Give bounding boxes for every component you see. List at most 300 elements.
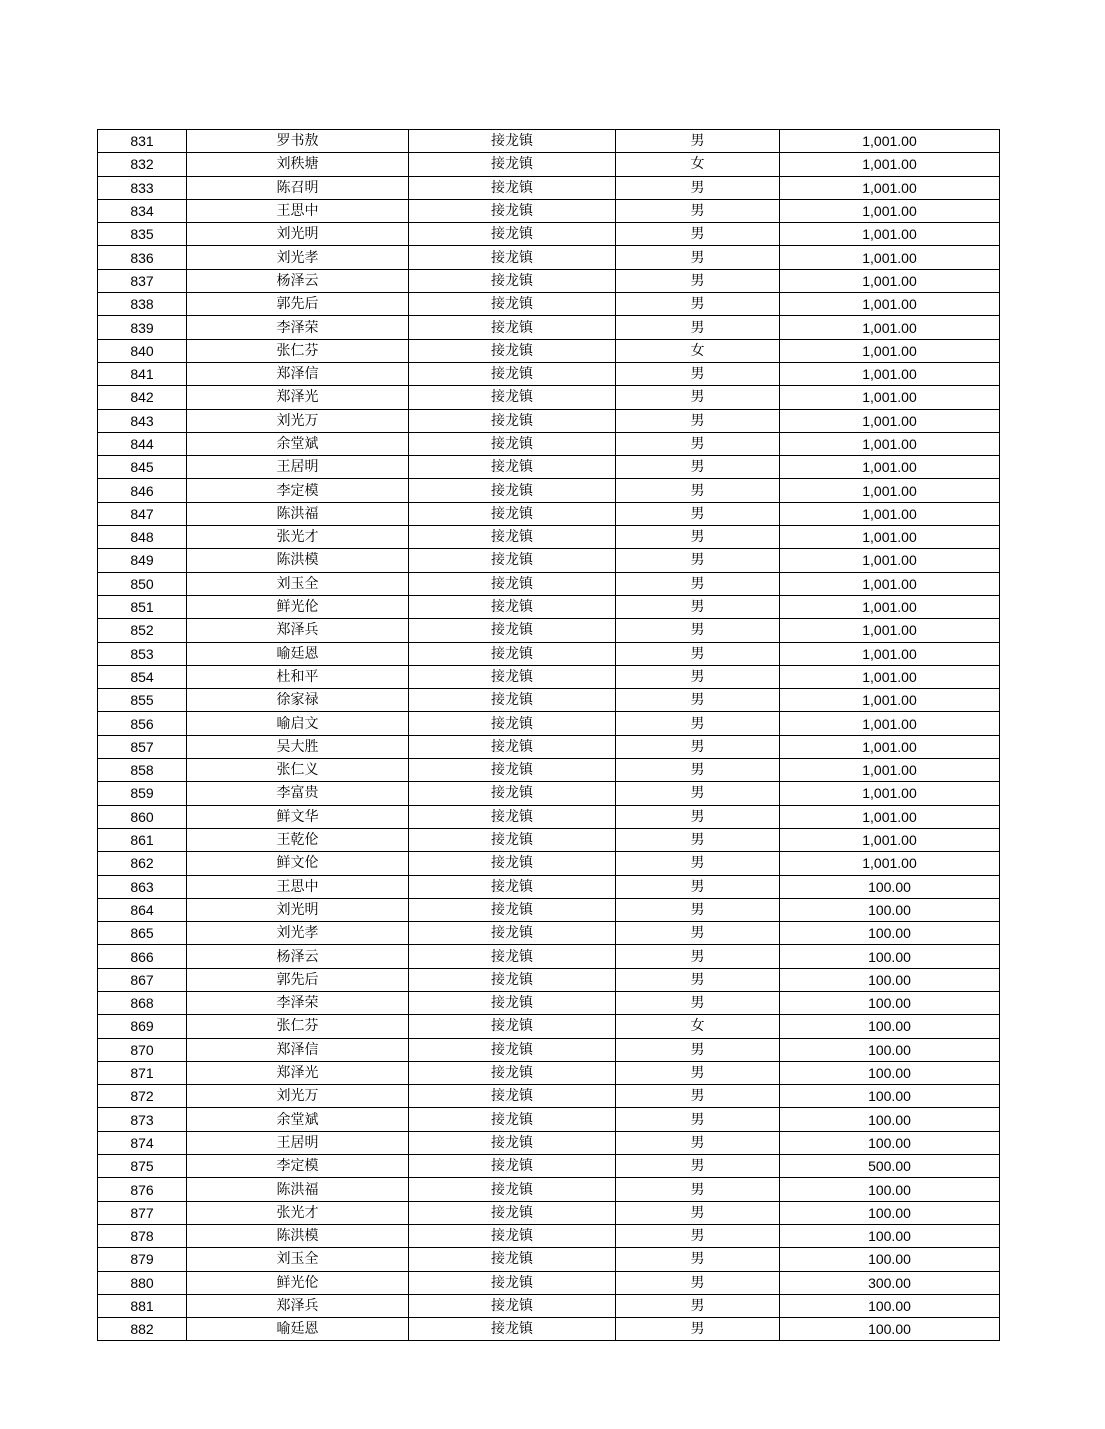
row-number-cell: 847 <box>98 502 187 525</box>
amount-cell: 1,001.00 <box>780 572 1000 595</box>
gender-cell: 男 <box>616 665 780 688</box>
name-cell: 王乾伦 <box>187 828 409 851</box>
town-cell: 接龙镇 <box>409 1318 616 1341</box>
gender-cell: 男 <box>616 805 780 828</box>
table-row <box>98 782 1000 805</box>
table-row <box>98 269 1000 292</box>
row-number-cell: 880 <box>98 1271 187 1294</box>
town-cell: 接龙镇 <box>409 339 616 362</box>
row-number-cell: 862 <box>98 852 187 875</box>
amount-cell: 1,001.00 <box>780 526 1000 549</box>
amount-cell: 100.00 <box>780 968 1000 991</box>
town-cell: 接龙镇 <box>409 1085 616 1108</box>
name-cell: 刘光明 <box>187 223 409 246</box>
amount-cell: 100.00 <box>780 1038 1000 1061</box>
name-cell: 郑泽兵 <box>187 1294 409 1317</box>
name-cell: 鲜光伦 <box>187 1271 409 1294</box>
amount-cell: 1,001.00 <box>780 549 1000 572</box>
amount-cell: 1,001.00 <box>780 432 1000 455</box>
town-cell: 接龙镇 <box>409 595 616 618</box>
gender-cell: 男 <box>616 1178 780 1201</box>
row-number-cell: 832 <box>98 153 187 176</box>
town-cell: 接龙镇 <box>409 852 616 875</box>
gender-cell: 男 <box>616 1318 780 1341</box>
town-cell: 接龙镇 <box>409 293 616 316</box>
name-cell: 喻启文 <box>187 712 409 735</box>
gender-cell: 男 <box>616 712 780 735</box>
name-cell: 余堂斌 <box>187 1108 409 1131</box>
town-cell: 接龙镇 <box>409 269 616 292</box>
amount-cell: 1,001.00 <box>780 293 1000 316</box>
row-number-cell: 852 <box>98 619 187 642</box>
table-row <box>98 1131 1000 1154</box>
town-cell: 接龙镇 <box>409 1061 616 1084</box>
row-number-cell: 878 <box>98 1224 187 1247</box>
name-cell: 郑泽兵 <box>187 619 409 642</box>
amount-cell: 1,001.00 <box>780 269 1000 292</box>
row-number-cell: 841 <box>98 362 187 385</box>
name-cell: 郭先后 <box>187 293 409 316</box>
row-number-cell: 840 <box>98 339 187 362</box>
table-row <box>98 246 1000 269</box>
table-row <box>98 526 1000 549</box>
amount-cell: 100.00 <box>780 922 1000 945</box>
town-cell: 接龙镇 <box>409 1178 616 1201</box>
row-number-cell: 877 <box>98 1201 187 1224</box>
amount-cell: 100.00 <box>780 875 1000 898</box>
row-number-cell: 855 <box>98 689 187 712</box>
table-row <box>98 991 1000 1014</box>
name-cell: 李定模 <box>187 1155 409 1178</box>
town-cell: 接龙镇 <box>409 1108 616 1131</box>
amount-cell: 1,001.00 <box>780 619 1000 642</box>
table-row <box>98 1224 1000 1247</box>
town-cell: 接龙镇 <box>409 362 616 385</box>
town-cell: 接龙镇 <box>409 1271 616 1294</box>
gender-cell: 男 <box>616 316 780 339</box>
name-cell: 郑泽信 <box>187 362 409 385</box>
gender-cell: 男 <box>616 922 780 945</box>
town-cell: 接龙镇 <box>409 456 616 479</box>
table-row <box>98 432 1000 455</box>
name-cell: 余堂斌 <box>187 432 409 455</box>
gender-cell: 男 <box>616 1271 780 1294</box>
amount-cell: 1,001.00 <box>780 456 1000 479</box>
row-number-cell: 834 <box>98 199 187 222</box>
amount-cell: 100.00 <box>780 1178 1000 1201</box>
gender-cell: 男 <box>616 945 780 968</box>
name-cell: 杨泽云 <box>187 945 409 968</box>
amount-cell: 100.00 <box>780 945 1000 968</box>
amount-cell: 1,001.00 <box>780 665 1000 688</box>
table-row <box>98 199 1000 222</box>
town-cell: 接龙镇 <box>409 549 616 572</box>
amount-cell: 1,001.00 <box>780 852 1000 875</box>
table-row <box>98 339 1000 362</box>
amount-cell: 1,001.00 <box>780 223 1000 246</box>
gender-cell: 男 <box>616 689 780 712</box>
amount-cell: 1,001.00 <box>780 642 1000 665</box>
name-cell: 张仁芬 <box>187 339 409 362</box>
amount-cell: 300.00 <box>780 1271 1000 1294</box>
table-row <box>98 572 1000 595</box>
amount-cell: 1,001.00 <box>780 689 1000 712</box>
table-row <box>98 828 1000 851</box>
table-row <box>98 712 1000 735</box>
gender-cell: 男 <box>616 1085 780 1108</box>
amount-cell: 1,001.00 <box>780 735 1000 758</box>
gender-cell: 女 <box>616 153 780 176</box>
town-cell: 接龙镇 <box>409 875 616 898</box>
gender-cell: 男 <box>616 1108 780 1131</box>
row-number-cell: 870 <box>98 1038 187 1061</box>
row-number-cell: 866 <box>98 945 187 968</box>
table-row <box>98 968 1000 991</box>
name-cell: 王思中 <box>187 199 409 222</box>
name-cell: 张光才 <box>187 1201 409 1224</box>
table-row <box>98 875 1000 898</box>
amount-cell: 1,001.00 <box>780 386 1000 409</box>
town-cell: 接龙镇 <box>409 526 616 549</box>
row-number-cell: 861 <box>98 828 187 851</box>
row-number-cell: 839 <box>98 316 187 339</box>
table-row <box>98 619 1000 642</box>
table-row <box>98 945 1000 968</box>
row-number-cell: 831 <box>98 130 187 153</box>
row-number-cell: 837 <box>98 269 187 292</box>
row-number-cell: 865 <box>98 922 187 945</box>
gender-cell: 男 <box>616 1294 780 1317</box>
table-row <box>98 130 1000 153</box>
row-number-cell: 863 <box>98 875 187 898</box>
name-cell: 李定模 <box>187 479 409 502</box>
table-row <box>98 1318 1000 1341</box>
town-cell: 接龙镇 <box>409 130 616 153</box>
town-cell: 接龙镇 <box>409 1294 616 1317</box>
row-number-cell: 864 <box>98 898 187 921</box>
data-table <box>97 129 1000 1341</box>
table-row <box>98 1108 1000 1131</box>
town-cell: 接龙镇 <box>409 1038 616 1061</box>
town-cell: 接龙镇 <box>409 991 616 1014</box>
amount-cell: 100.00 <box>780 898 1000 921</box>
amount-cell: 1,001.00 <box>780 362 1000 385</box>
town-cell: 接龙镇 <box>409 1015 616 1038</box>
row-number-cell: 881 <box>98 1294 187 1317</box>
name-cell: 杨泽云 <box>187 269 409 292</box>
town-cell: 接龙镇 <box>409 409 616 432</box>
town-cell: 接龙镇 <box>409 1155 616 1178</box>
gender-cell: 男 <box>616 1061 780 1084</box>
town-cell: 接龙镇 <box>409 945 616 968</box>
name-cell: 郑泽光 <box>187 386 409 409</box>
table-row <box>98 409 1000 432</box>
row-number-cell: 867 <box>98 968 187 991</box>
table-row <box>98 1061 1000 1084</box>
amount-cell: 1,001.00 <box>780 595 1000 618</box>
town-cell: 接龙镇 <box>409 479 616 502</box>
town-cell: 接龙镇 <box>409 246 616 269</box>
row-number-cell: 851 <box>98 595 187 618</box>
amount-cell: 500.00 <box>780 1155 1000 1178</box>
name-cell: 杜和平 <box>187 665 409 688</box>
table-row <box>98 316 1000 339</box>
row-number-cell: 835 <box>98 223 187 246</box>
gender-cell: 男 <box>616 1038 780 1061</box>
table-row <box>98 1155 1000 1178</box>
gender-cell: 男 <box>616 852 780 875</box>
amount-cell: 100.00 <box>780 1224 1000 1247</box>
amount-cell: 100.00 <box>780 1201 1000 1224</box>
name-cell: 刘光孝 <box>187 246 409 269</box>
amount-cell: 1,001.00 <box>780 409 1000 432</box>
table-row <box>98 456 1000 479</box>
gender-cell: 男 <box>616 432 780 455</box>
name-cell: 鲜文华 <box>187 805 409 828</box>
amount-cell: 1,001.00 <box>780 176 1000 199</box>
gender-cell: 男 <box>616 1224 780 1247</box>
gender-cell: 男 <box>616 362 780 385</box>
town-cell: 接龙镇 <box>409 759 616 782</box>
name-cell: 鲜光伦 <box>187 595 409 618</box>
gender-cell: 男 <box>616 968 780 991</box>
row-number-cell: 842 <box>98 386 187 409</box>
name-cell: 张仁义 <box>187 759 409 782</box>
name-cell: 刘玉全 <box>187 572 409 595</box>
amount-cell: 1,001.00 <box>780 339 1000 362</box>
row-number-cell: 843 <box>98 409 187 432</box>
amount-cell: 1,001.00 <box>780 246 1000 269</box>
town-cell: 接龙镇 <box>409 665 616 688</box>
town-cell: 接龙镇 <box>409 502 616 525</box>
table-row <box>98 293 1000 316</box>
town-cell: 接龙镇 <box>409 968 616 991</box>
gender-cell: 男 <box>616 456 780 479</box>
table-row <box>98 153 1000 176</box>
amount-cell: 1,001.00 <box>780 479 1000 502</box>
name-cell: 张光才 <box>187 526 409 549</box>
gender-cell: 女 <box>616 339 780 362</box>
table-row <box>98 735 1000 758</box>
gender-cell: 男 <box>616 991 780 1014</box>
gender-cell: 男 <box>616 176 780 199</box>
table-row <box>98 1038 1000 1061</box>
town-cell: 接龙镇 <box>409 316 616 339</box>
town-cell: 接龙镇 <box>409 432 616 455</box>
table-row <box>98 595 1000 618</box>
gender-cell: 男 <box>616 619 780 642</box>
row-number-cell: 872 <box>98 1085 187 1108</box>
amount-cell: 100.00 <box>780 1061 1000 1084</box>
table-body <box>98 130 1000 1341</box>
name-cell: 陈洪模 <box>187 1224 409 1247</box>
gender-cell: 男 <box>616 409 780 432</box>
amount-cell: 1,001.00 <box>780 759 1000 782</box>
gender-cell: 男 <box>616 223 780 246</box>
amount-cell: 100.00 <box>780 1294 1000 1317</box>
name-cell: 陈洪模 <box>187 549 409 572</box>
row-number-cell: 876 <box>98 1178 187 1201</box>
gender-cell: 男 <box>616 759 780 782</box>
table-row <box>98 805 1000 828</box>
gender-cell: 男 <box>616 479 780 502</box>
row-number-cell: 833 <box>98 176 187 199</box>
row-number-cell: 871 <box>98 1061 187 1084</box>
row-number-cell: 868 <box>98 991 187 1014</box>
name-cell: 鲜文伦 <box>187 852 409 875</box>
gender-cell: 男 <box>616 572 780 595</box>
row-number-cell: 846 <box>98 479 187 502</box>
row-number-cell: 875 <box>98 1155 187 1178</box>
amount-cell: 1,001.00 <box>780 316 1000 339</box>
name-cell: 刘玉全 <box>187 1248 409 1271</box>
name-cell: 吴大胜 <box>187 735 409 758</box>
name-cell: 李富贵 <box>187 782 409 805</box>
row-number-cell: 850 <box>98 572 187 595</box>
town-cell: 接龙镇 <box>409 386 616 409</box>
table-row <box>98 1271 1000 1294</box>
name-cell: 郭先后 <box>187 968 409 991</box>
gender-cell: 男 <box>616 199 780 222</box>
amount-cell: 100.00 <box>780 1131 1000 1154</box>
table-row <box>98 759 1000 782</box>
town-cell: 接龙镇 <box>409 176 616 199</box>
amount-cell: 1,001.00 <box>780 130 1000 153</box>
gender-cell: 男 <box>616 1248 780 1271</box>
amount-cell: 1,001.00 <box>780 502 1000 525</box>
table-row <box>98 362 1000 385</box>
gender-cell: 男 <box>616 1131 780 1154</box>
town-cell: 接龙镇 <box>409 1201 616 1224</box>
row-number-cell: 860 <box>98 805 187 828</box>
gender-cell: 男 <box>616 735 780 758</box>
table-row <box>98 176 1000 199</box>
name-cell: 陈召明 <box>187 176 409 199</box>
amount-cell: 1,001.00 <box>780 828 1000 851</box>
gender-cell: 男 <box>616 549 780 572</box>
town-cell: 接龙镇 <box>409 805 616 828</box>
name-cell: 陈洪福 <box>187 1178 409 1201</box>
town-cell: 接龙镇 <box>409 223 616 246</box>
gender-cell: 男 <box>616 130 780 153</box>
row-number-cell: 879 <box>98 1248 187 1271</box>
row-number-cell: 859 <box>98 782 187 805</box>
row-number-cell: 848 <box>98 526 187 549</box>
town-cell: 接龙镇 <box>409 1248 616 1271</box>
gender-cell: 男 <box>616 1155 780 1178</box>
row-number-cell: 838 <box>98 293 187 316</box>
table-row <box>98 665 1000 688</box>
town-cell: 接龙镇 <box>409 199 616 222</box>
name-cell: 王居明 <box>187 456 409 479</box>
name-cell: 郑泽信 <box>187 1038 409 1061</box>
town-cell: 接龙镇 <box>409 782 616 805</box>
gender-cell: 女 <box>616 1015 780 1038</box>
table-row <box>98 223 1000 246</box>
town-cell: 接龙镇 <box>409 922 616 945</box>
gender-cell: 男 <box>616 386 780 409</box>
gender-cell: 男 <box>616 898 780 921</box>
amount-cell: 1,001.00 <box>780 712 1000 735</box>
row-number-cell: 856 <box>98 712 187 735</box>
table-row <box>98 922 1000 945</box>
town-cell: 接龙镇 <box>409 153 616 176</box>
name-cell: 刘光明 <box>187 898 409 921</box>
row-number-cell: 882 <box>98 1318 187 1341</box>
gender-cell: 男 <box>616 595 780 618</box>
amount-cell: 100.00 <box>780 1248 1000 1271</box>
name-cell: 徐家禄 <box>187 689 409 712</box>
amount-cell: 100.00 <box>780 1085 1000 1108</box>
name-cell: 刘光万 <box>187 409 409 432</box>
table-row <box>98 1294 1000 1317</box>
table-row <box>98 1015 1000 1038</box>
town-cell: 接龙镇 <box>409 735 616 758</box>
row-number-cell: 844 <box>98 432 187 455</box>
gender-cell: 男 <box>616 246 780 269</box>
table-row <box>98 1201 1000 1224</box>
gender-cell: 男 <box>616 642 780 665</box>
row-number-cell: 854 <box>98 665 187 688</box>
town-cell: 接龙镇 <box>409 572 616 595</box>
amount-cell: 1,001.00 <box>780 199 1000 222</box>
town-cell: 接龙镇 <box>409 828 616 851</box>
town-cell: 接龙镇 <box>409 898 616 921</box>
name-cell: 刘秩塘 <box>187 153 409 176</box>
row-number-cell: 849 <box>98 549 187 572</box>
gender-cell: 男 <box>616 269 780 292</box>
table-row <box>98 689 1000 712</box>
town-cell: 接龙镇 <box>409 689 616 712</box>
name-cell: 陈洪福 <box>187 502 409 525</box>
gender-cell: 男 <box>616 828 780 851</box>
table-row <box>98 502 1000 525</box>
town-cell: 接龙镇 <box>409 1131 616 1154</box>
gender-cell: 男 <box>616 293 780 316</box>
name-cell: 李泽荣 <box>187 316 409 339</box>
name-cell: 罗书敖 <box>187 130 409 153</box>
row-number-cell: 857 <box>98 735 187 758</box>
amount-cell: 100.00 <box>780 991 1000 1014</box>
amount-cell: 100.00 <box>780 1015 1000 1038</box>
table-row <box>98 852 1000 875</box>
table-row <box>98 386 1000 409</box>
amount-cell: 100.00 <box>780 1318 1000 1341</box>
row-number-cell: 873 <box>98 1108 187 1131</box>
name-cell: 郑泽光 <box>187 1061 409 1084</box>
town-cell: 接龙镇 <box>409 619 616 642</box>
row-number-cell: 874 <box>98 1131 187 1154</box>
row-number-cell: 853 <box>98 642 187 665</box>
amount-cell: 1,001.00 <box>780 805 1000 828</box>
gender-cell: 男 <box>616 1201 780 1224</box>
table-row <box>98 1248 1000 1271</box>
amount-cell: 100.00 <box>780 1108 1000 1131</box>
table-row <box>98 898 1000 921</box>
row-number-cell: 845 <box>98 456 187 479</box>
row-number-cell: 858 <box>98 759 187 782</box>
row-number-cell: 836 <box>98 246 187 269</box>
town-cell: 接龙镇 <box>409 642 616 665</box>
name-cell: 刘光万 <box>187 1085 409 1108</box>
table-row <box>98 479 1000 502</box>
name-cell: 王居明 <box>187 1131 409 1154</box>
table-row <box>98 1085 1000 1108</box>
document-page <box>97 129 999 1341</box>
table-row <box>98 642 1000 665</box>
table-row <box>98 1178 1000 1201</box>
amount-cell: 1,001.00 <box>780 782 1000 805</box>
